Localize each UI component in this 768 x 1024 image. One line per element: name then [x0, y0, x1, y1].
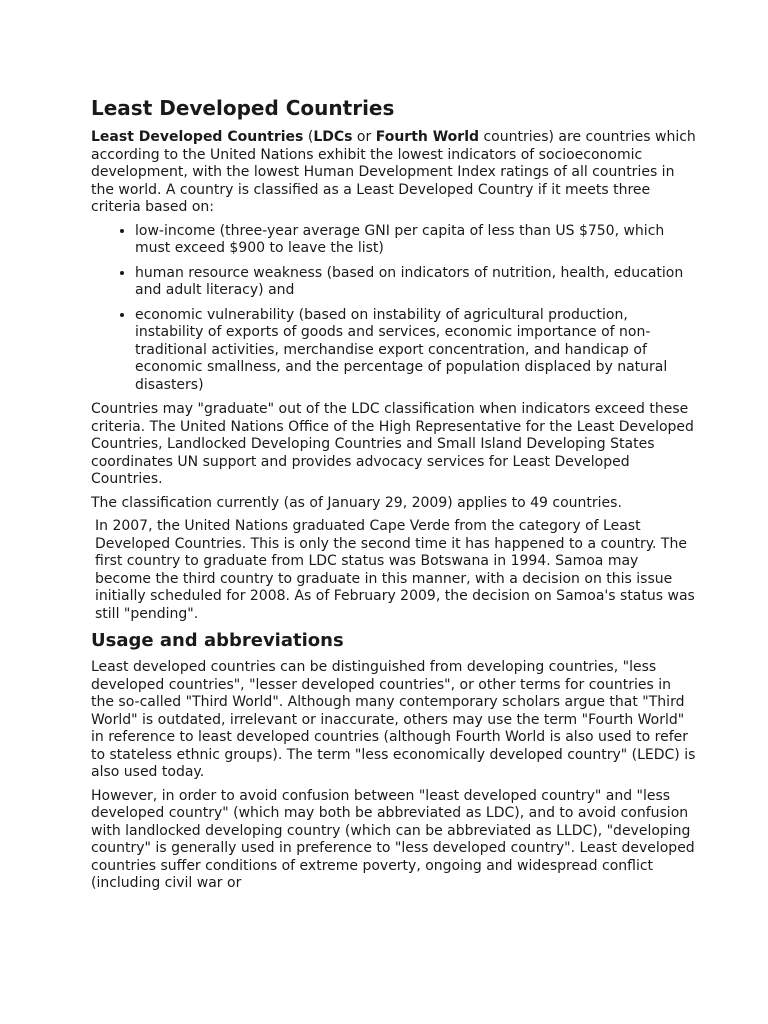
classification-paragraph: The classification currently (as of January 29, 2009) applies to 49 countries.: [91, 494, 622, 511]
usage-paragraph-1: Least developed countries can be distinguished from developing countries, "less developed countries", "lesser developed countries", or other terms for countries in the so-called "Third World". Although many contemporary scholars argue that "Third World" is outdated, irrelevant or inaccurate, others may use the term "Fourth World" in reference to least developed countries (although Fourth World is also used to refer to stateless ethnic groups). The term "less economically developed country" (LEDC) is also used today.: [91, 659, 696, 780]
graduation-paragraph: Countries may "graduate" out of the LDC classification when indicators exceed these criteria. The United Nations Office of the High Representative for the Least Developed Countries, Landlocked Developing Countries and Small Island Developing States coordinates UN support and provides advocacy services for Least Developed Countries.: [91, 401, 694, 487]
intro-term-ldc: Least Developed Countries: [91, 129, 304, 145]
page-title: Least Developed Countries: [91, 96, 395, 120]
criteria-item-economic-vulnerability: • economic vulnerability (based on instability of agricultural production, instability of exports of goods and services, economic importance of non-traditional activities, merchandise export concentration, and handicap of economic smallness, and the percentage of population displaced by natural disasters): [135, 307, 698, 395]
cape-verde-paragraph: In 2007, the United Nations graduated Cape Verde from the category of Least Developed Countries. This is only the second time it has happened to a country. The first country to graduate from LDC status was Botswana in 1994. Samoa may become the third country to graduate in this manner, with a decision on this issue initially scheduled for 2008. As of February 2009, the decision on Samoa's status was still "pending".: [95, 518, 695, 622]
criteria-item-income: • low-income (three-year average GNI per capita of less than US $750, which must exceed $900 to leave the list): [135, 223, 698, 258]
section-heading-usage: Usage and abbreviations: [91, 630, 344, 651]
intro-rest: countries) are countries which according to the United Nations exhibit the lowest indicators of socioeconomic development, with the lowest Human Development Index ratings of all countries in the world. A country is classified as a Least Developed Country if it meets three criteria based on:: [91, 129, 696, 215]
intro-term-fourth-world: Fourth World: [375, 129, 480, 145]
intro-term-ldcs: LDCs: [313, 129, 353, 145]
usage-paragraph-2: However, in order to avoid confusion between "least developed country" and "less developed country" (which may both be abbreviated as LDC), and to avoid confusion with landlocked developing country (which can be abbreviated as LLDC), "developing country" is generally used in preference to "less developed country". Least developed countries suffer conditions of extreme poverty, ongoing and widespread conflict (including civil war or: [91, 787, 695, 891]
criteria-item-human-resource: • human resource weakness (based on indicators of nutrition, health, education and adult literacy) and: [135, 265, 698, 300]
intro-paragraph: [91, 129, 698, 217]
intro-open-paren: (: [303, 129, 314, 145]
intro-or: or: [352, 129, 376, 145]
criteria-list: [91, 223, 698, 395]
